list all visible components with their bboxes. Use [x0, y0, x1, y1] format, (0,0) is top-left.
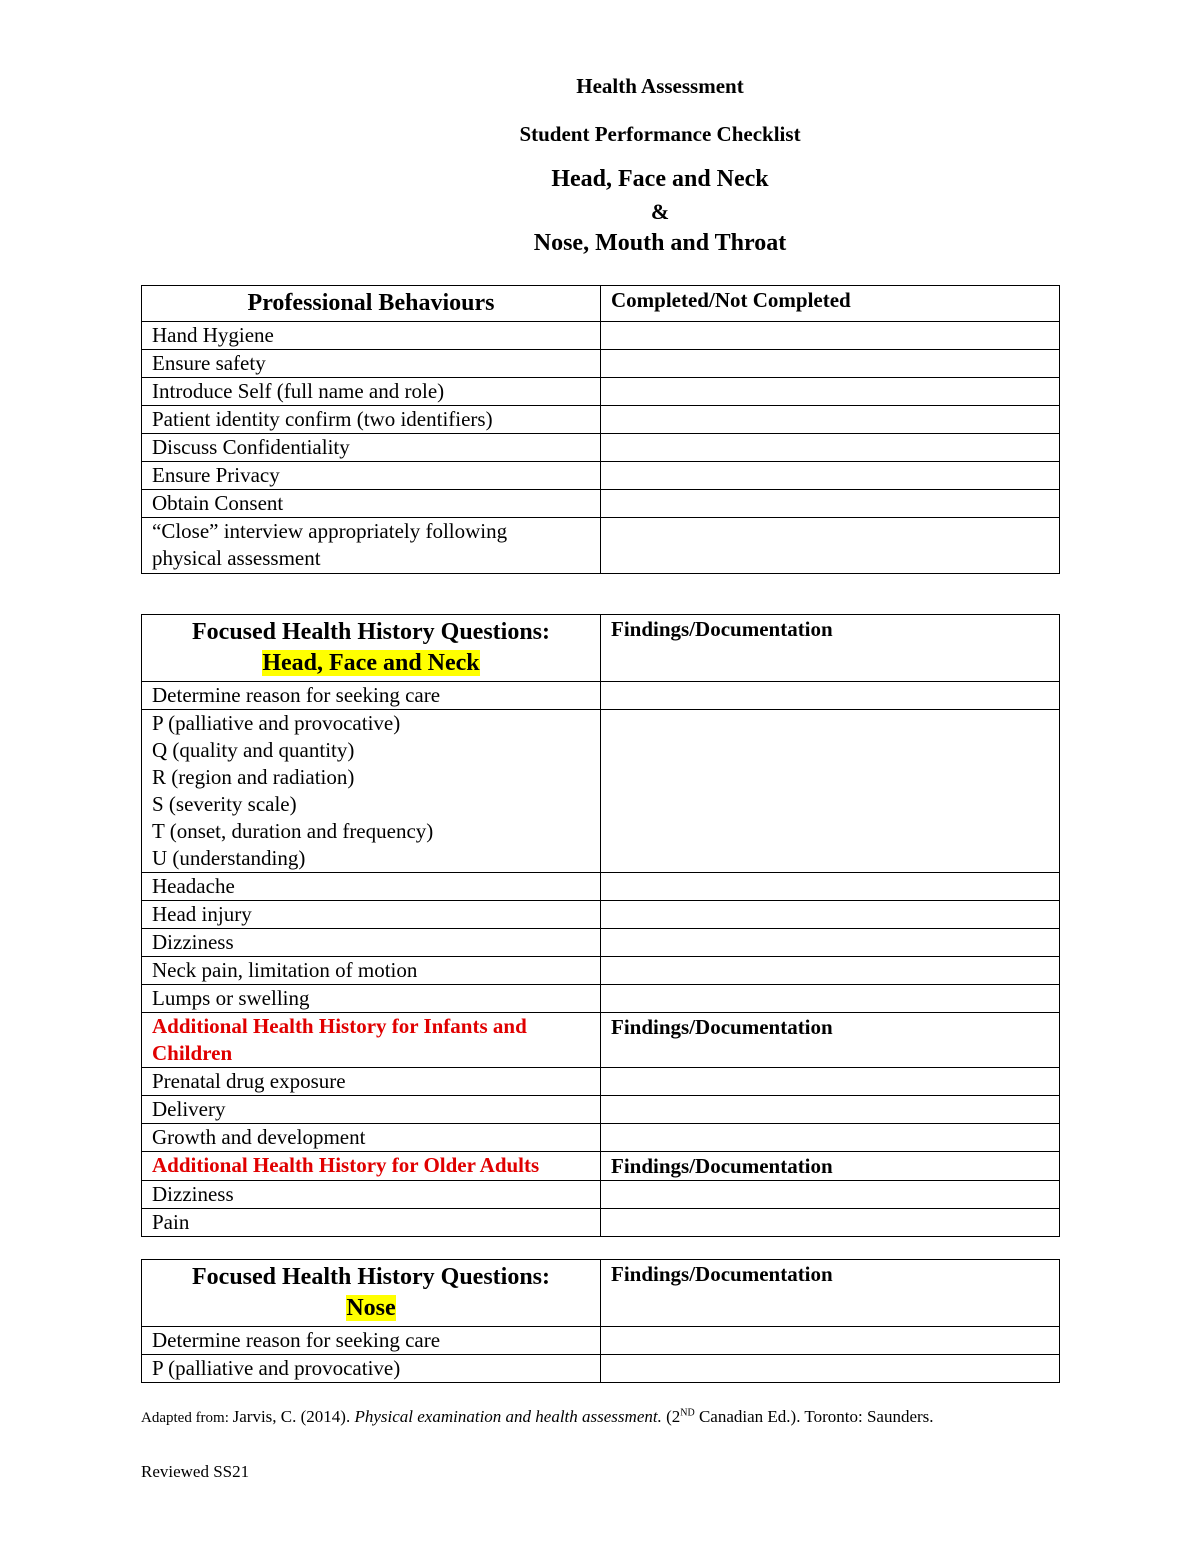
table-row-label: Neck pain, limitation of motion — [142, 957, 601, 985]
completion-cell[interactable] — [601, 378, 1060, 406]
findings-cell[interactable] — [601, 1096, 1060, 1124]
findings-cell[interactable] — [601, 1068, 1060, 1096]
citation-title: Physical examination and health assessment. — [354, 1407, 662, 1426]
findings-cell[interactable] — [601, 682, 1060, 710]
focused-history-subtitle: Nose — [346, 1295, 396, 1321]
pqrstu-item: S (severity scale) — [152, 792, 297, 816]
findings-cell[interactable] — [601, 901, 1060, 929]
findings-cell[interactable] — [601, 957, 1060, 985]
table-row-label: Discuss Confidentiality — [142, 434, 601, 462]
table-row-label: Headache — [142, 873, 601, 901]
nose-history-table — [141, 1259, 1060, 1383]
table-header-focused-history — [142, 1260, 601, 1327]
table-row-label: Prenatal drug exposure — [142, 1068, 601, 1096]
pqrstu-cell — [142, 710, 601, 873]
table-row-label: Pain — [142, 1209, 601, 1237]
close-interview-line1: “Close” interview appropriately following — [152, 519, 508, 543]
close-interview-line2: physical assessment — [152, 546, 321, 570]
findings-cell[interactable] — [601, 1355, 1060, 1383]
table-header-focused-history — [142, 615, 601, 682]
table-row-label: Growth and development — [142, 1124, 601, 1152]
citation-lead: Adapted from: — [141, 1410, 233, 1426]
completion-cell[interactable] — [601, 462, 1060, 490]
findings-cell[interactable] — [601, 1209, 1060, 1237]
table-row-label: Head injury — [142, 901, 601, 929]
older-adults-subheader: Additional Health History for Older Adults — [142, 1152, 601, 1181]
table-row-label: Delivery — [142, 1096, 601, 1124]
infants-children-subheader — [142, 1013, 601, 1068]
section-title-ampersand: & — [650, 199, 670, 224]
table-header-findings: Findings/Documentation — [601, 1152, 1060, 1181]
findings-cell[interactable] — [601, 1124, 1060, 1152]
table-header-findings: Findings/Documentation — [601, 1260, 1060, 1327]
focused-history-subtitle: Head, Face and Neck — [262, 650, 480, 676]
focused-history-title: Focused Health History Questions: — [192, 1264, 550, 1290]
infants-line2: Children — [152, 1041, 233, 1065]
reviewed-note: Reviewed SS21 — [141, 1462, 250, 1481]
table-row-label: Lumps or swelling — [142, 985, 601, 1013]
table-header-professional-behaviours: Professional Behaviours — [142, 286, 601, 322]
pqrstu-item: U (understanding) — [152, 846, 306, 870]
infants-line1: Additional Health History for Infants and — [152, 1014, 527, 1038]
table-row-label: Ensure safety — [142, 350, 601, 378]
table-row-label: Determine reason for seeking care — [142, 1327, 601, 1355]
citation-edition-pre: (2 — [661, 1407, 681, 1426]
table-row-label: Ensure Privacy — [142, 462, 601, 490]
pqrstu-item: R (region and radiation) — [152, 765, 355, 789]
completion-cell[interactable] — [601, 350, 1060, 378]
table-header-findings: Findings/Documentation — [601, 1013, 1060, 1068]
table-row-label — [142, 518, 601, 574]
doc-subtitle: Student Performance Checklist — [519, 122, 801, 146]
findings-cell[interactable] — [601, 873, 1060, 901]
table-header-completed: Completed/Not Completed — [601, 286, 1060, 322]
citation — [141, 1407, 934, 1427]
completion-cell[interactable] — [601, 518, 1060, 574]
table-row-label: Introduce Self (full name and role) — [142, 378, 601, 406]
table-row-label: Dizziness — [142, 929, 601, 957]
table-row-label: Determine reason for seeking care — [142, 682, 601, 710]
completion-cell[interactable] — [601, 490, 1060, 518]
completion-cell[interactable] — [601, 322, 1060, 350]
completion-cell[interactable] — [601, 406, 1060, 434]
citation-author: Jarvis, C. (2014). — [232, 1407, 355, 1426]
findings-cell[interactable] — [601, 985, 1060, 1013]
table-header-findings: Findings/Documentation — [601, 615, 1060, 682]
professional-behaviours-table — [141, 285, 1060, 574]
pqrstu-item: T (onset, duration and frequency) — [152, 819, 434, 843]
findings-cell[interactable] — [601, 929, 1060, 957]
focused-history-title: Focused Health History Questions: — [192, 619, 550, 645]
table-row-label: Obtain Consent — [142, 490, 601, 518]
findings-cell[interactable] — [601, 710, 1060, 873]
citation-edition-post: Canadian Ed.). Toronto: Saunders. — [694, 1407, 934, 1426]
pqrstu-item: P (palliative and provocative) — [152, 711, 401, 735]
head-face-neck-history-table — [141, 614, 1060, 1237]
table-row-label: P (palliative and provocative) — [142, 1355, 601, 1383]
table-row-label: Patient identity confirm (two identifiers) — [142, 406, 601, 434]
doc-title: Health Assessment — [576, 74, 744, 98]
section-title-head-face-neck: Head, Face and Neck — [551, 166, 769, 192]
pqrstu-item: Q (quality and quantity) — [152, 738, 355, 762]
table-row-label: Hand Hygiene — [142, 322, 601, 350]
table-row-label: Dizziness — [142, 1181, 601, 1209]
section-title-nose-mouth-throat: Nose, Mouth and Throat — [533, 230, 787, 256]
citation-edition-sup: ND — [680, 1407, 695, 1419]
findings-cell[interactable] — [601, 1327, 1060, 1355]
completion-cell[interactable] — [601, 434, 1060, 462]
findings-cell[interactable] — [601, 1181, 1060, 1209]
